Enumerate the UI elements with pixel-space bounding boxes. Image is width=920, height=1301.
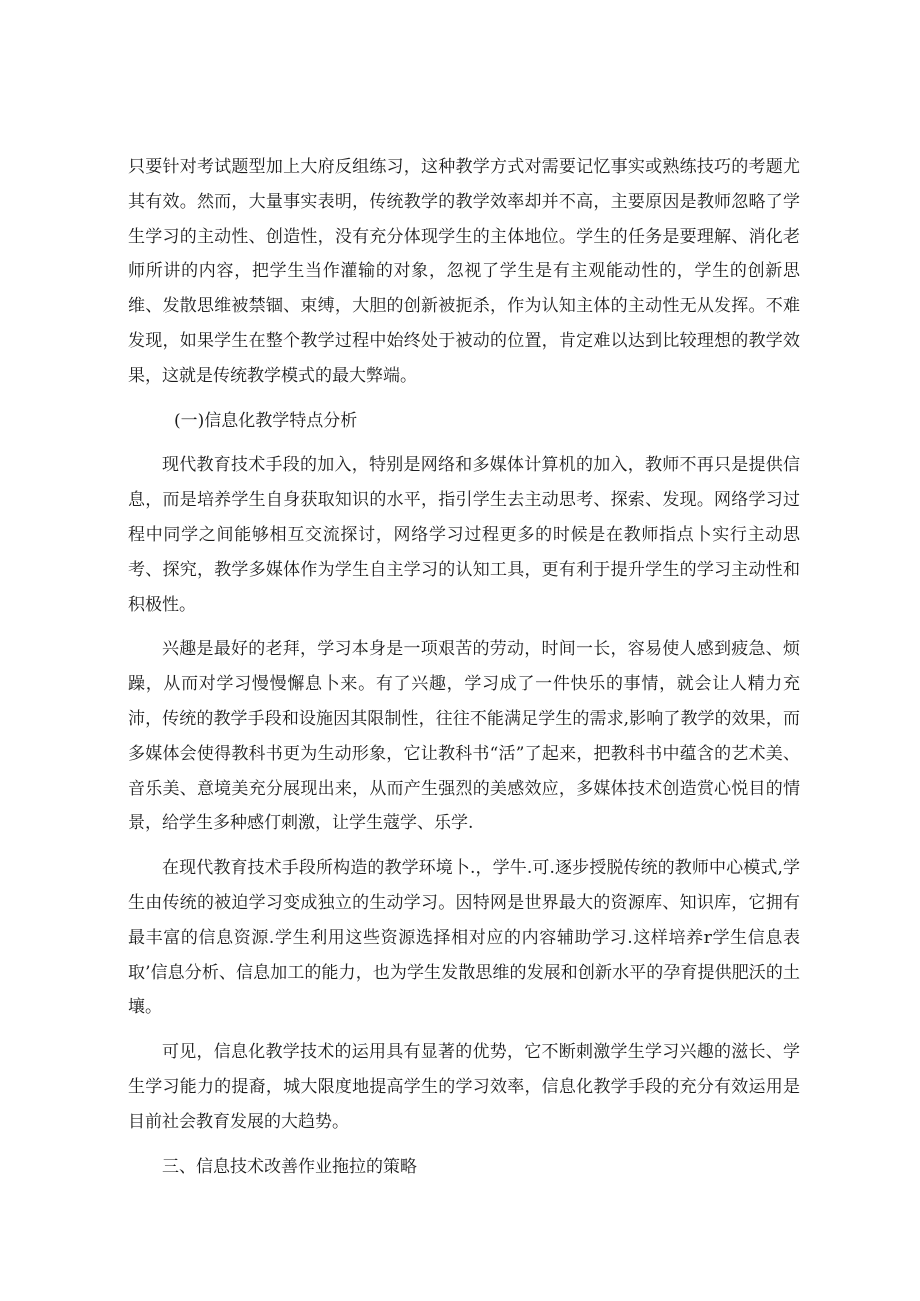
paragraph-modern-technology: 现代教育技术手段的加入，特别是网络和多媒体计算机的加入，教师不再只是提供信息，而是培养学生自身获取知识的水平，指引学生去主动思考、探索、发现。网络学习过程中同学之间能够相互交流探讨，网络学习过程更多的时候是在教师指点卜实行主动思考、探究，教学多媒体作为学生自主学习的认知工具，更有利于提升学生的学习主动性和积极性。 <box>128 455 800 615</box>
paragraph-learning-environment: 在现代教育技术手段所构造的教学环境卜.，学牛.可.逐步授脱传统的教师中心模式,学生由传统的被迫学习变成独立的生动学习。因特网是世界最大的资源库、知识库，它拥有最丰富的信息资源.学生利用这些资源选择相对应的内容辅助学习.这样培养r学生信息表取’信息分析、信息加工的能力，也为学生发散思维的发展和创新水平的孕育提供肥沃的土壤。 <box>128 858 800 1018</box>
paragraph-conclusion: 可见，信息化教学技术的运用具有显著的优势，它不断刺激学生学习兴趣的滋长、学生学习能力的提裔，城大限度地提高学生的学习效率，信息化教学手段的充分有效运用是目前社会教育发展的大趋势。 <box>128 1042 800 1132</box>
section-heading-informatized-teaching: (一)信息化教学特点分析 <box>174 410 358 431</box>
paragraph-traditional-teaching: 只要针对考试题型加上大府反组练习，这种教学方式对需要记忆事实或熟练技巧的考题尤其有效。然而，大量事实表明，传统教学的教学效率却并不高，主要原因是教师忽略了学生学习的主动性、创造性，没有充分体现学生的主体地位。学生的任务是要理解、消化老师所讲的内容，把学生当作灌输的对象，忽视了学生是有主观能动性的，学生的创新思维、发散思维被禁锢、束缚，大胆的创新被扼杀，作为认知主体的主动性无从发挥。不难发现，如果学生在整个教学过程中始终处于被动的位置，肯定难以达到比较理想的教学效果，这就是传统教学模式的最大弊端。 <box>128 157 800 386</box>
section-heading-strategies: 三、信息技术改善作业拖拉的策略 <box>162 1156 417 1177</box>
document-body <box>128 150 800 1194</box>
paragraph-interest: 兴趣是最好的老拜，学习本身是一项艰苦的劳动，时间一长，容易使人感到疲急、烦躁，从而对学习慢慢懈息卜来。有了兴趣，学习成了一件快乐的事情，就会让人精力充沛，传统的教学手段和设施因其限制性，往往不能满足学生的需求,影响了教学的效果，而多媒体会使得教科书更为生动形象，它让教科书“活”了起来，把教科书中蕴含的艺术美、音乐美、意境美充分展现出来，从而产生强烈的美感效应，多媒体技术创造赏心悦目的情景，给学生多种感仃刺激，让学生蔻学、乐学. <box>128 639 800 834</box>
